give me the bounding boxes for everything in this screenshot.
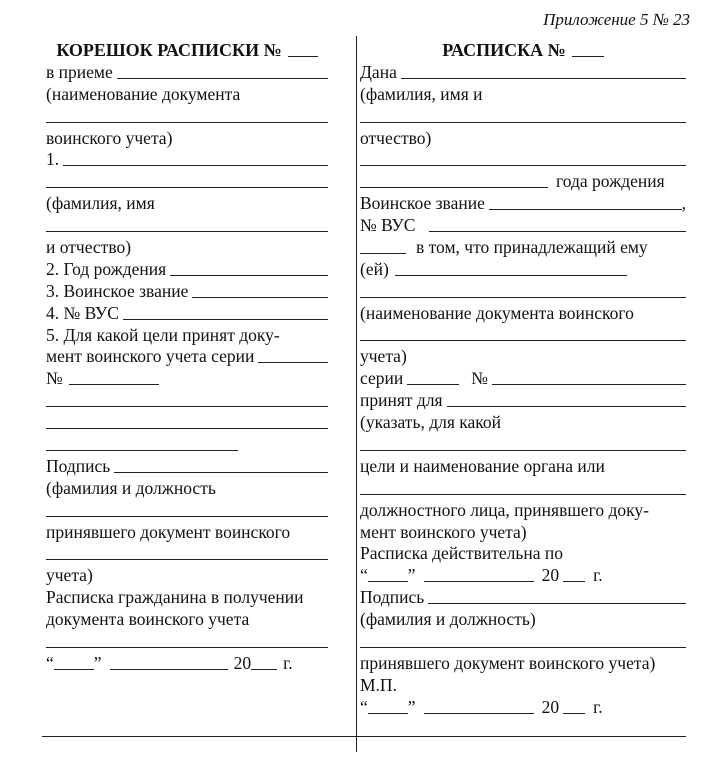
receipt-series-line: [360, 368, 686, 390]
stub-blank-line: [46, 106, 328, 128]
stub-number-blank[interactable]: [288, 56, 318, 57]
receipt-purpose-mid-line: [360, 456, 686, 478]
receipt-her-blank[interactable]: [395, 275, 627, 276]
receipt-final-day-blank[interactable]: [368, 713, 408, 714]
receipt-birth-line: [360, 171, 686, 193]
stub-year-blank[interactable]: [251, 669, 277, 670]
receipt-final-year-prefix: 20: [541, 696, 560, 717]
receipt-official-line1: [360, 500, 686, 522]
stub-blank-line: [46, 171, 328, 193]
stub-accounting-close: учета): [46, 565, 93, 586]
stub-day-blank[interactable]: [54, 669, 94, 670]
stub-number-line: [46, 368, 328, 390]
receipt-vus-line: [360, 215, 686, 237]
receipt-accounting-close-line: [360, 346, 686, 368]
receipt-quote-close: ”: [407, 565, 416, 586]
receipt-name-open: (фамилия, имя и: [360, 83, 483, 104]
receipt-title: РАСПИСКА №: [442, 39, 566, 60]
stub-year-suffix: г.: [283, 652, 293, 673]
stub-receipt-text-1: Расписка гражданина в получении: [46, 587, 304, 608]
receipt-official-line2: [360, 522, 686, 544]
stub-series-blank[interactable]: [258, 362, 328, 363]
receipt-position-blank[interactable]: [360, 647, 686, 648]
receipt-purpose-open: (указать, для какой: [360, 412, 501, 433]
receipt-blank-line: [360, 325, 686, 347]
bottom-rule: [42, 736, 686, 737]
stub-item5-text-2: мент воинского учета серии: [46, 346, 255, 367]
stub-item1-label: 1.: [46, 149, 60, 170]
stub-accepted-doc-line: [46, 522, 328, 544]
stub-received-label: в приеме: [46, 61, 113, 82]
stub-doc-number-blank[interactable]: [69, 384, 159, 385]
receipt-position: (фамилия и должность): [360, 609, 536, 630]
receipt-signature-blank[interactable]: [428, 603, 686, 604]
receipt-purpose-open-line: [360, 412, 686, 434]
stub-receipt-text-2: документа воинского учета: [46, 609, 250, 630]
stub-date-line: [46, 653, 328, 675]
stub-quote-open: “: [46, 652, 54, 673]
stub-receipt-line2: [46, 609, 328, 631]
receipt-official-text-1: должностного лица, принявшего доку-: [360, 499, 649, 520]
stub-blank-line: [46, 412, 328, 434]
stub-position-blank[interactable]: [46, 516, 328, 517]
stub-doc-name-blank[interactable]: [46, 122, 328, 123]
column-divider: [356, 36, 357, 752]
receipt-blank-line: [360, 478, 686, 500]
receipt-name-open-line: [360, 84, 686, 106]
stub-vus-blank[interactable]: [123, 319, 328, 320]
receipt-blank-line: [360, 281, 686, 303]
receipt-accepted-doc: принявшего документ воинского учета): [360, 652, 656, 673]
stub-number-sign: №: [46, 368, 63, 389]
receipt-accepted-for-blank[interactable]: [447, 406, 686, 407]
stub-doc-name-open-line: [46, 84, 328, 106]
receipt-accepted-doc-line: [360, 653, 686, 675]
stub-blank-line: [46, 543, 328, 565]
receipt-valid-label: Расписка действительна по: [360, 543, 563, 564]
receipt-final-year-blank[interactable]: [563, 713, 585, 714]
stub-item5-line2: [46, 346, 328, 368]
receipt-valid-year-blank[interactable]: [563, 581, 585, 582]
receipt-doc-name-line: [360, 303, 686, 325]
stub-blank-line: [46, 631, 328, 653]
receipt-birth-label: года рождения: [556, 171, 665, 192]
stub-accepted-blank[interactable]: [46, 559, 328, 560]
stub-name-close: и отчество): [46, 237, 132, 257]
stub-item3-line: [46, 281, 328, 303]
receipt-name-blank-2[interactable]: [360, 165, 686, 166]
receipt-valid-line: [360, 543, 686, 565]
stub-doc-name-open: (наименование документа: [46, 83, 241, 104]
stub-doc-name-close-line: [46, 128, 328, 150]
receipt-purpose-mid: цели и наименование органа или: [360, 455, 605, 476]
stub-name-open: (фамилия, имя: [46, 193, 155, 214]
receipt-official-blank[interactable]: [360, 494, 686, 495]
receipt-title-line: [360, 40, 686, 62]
stub-title-line: [46, 40, 328, 62]
stub-title: КОРЕШОК РАСПИСКИ №: [56, 39, 282, 60]
receipt-valid-day-blank[interactable]: [368, 581, 408, 582]
stub-blank-line: [46, 500, 328, 522]
receipt-position-line: [360, 609, 686, 631]
receipt-rank-line: [360, 193, 686, 215]
stub-name-open-line: [46, 193, 328, 215]
stub-blank-line: [46, 434, 328, 456]
receipt-final-quote-open: “: [360, 696, 368, 717]
stub-item4-line: [46, 303, 328, 325]
receipt-accounting-close: учета): [360, 346, 407, 367]
stub-item5-line1: [46, 325, 328, 347]
receipt-given-blank[interactable]: [401, 78, 686, 79]
stub-name-close-line: [46, 237, 328, 259]
receipt-valid-year-prefix: 20: [541, 565, 560, 586]
receipt-doc-number-blank[interactable]: [492, 384, 686, 385]
stub-item2-line: [46, 259, 328, 281]
stub-item5-text-1: 5. Для какой цели принят доку-: [46, 324, 280, 345]
receipt-official-text-2: мент воинского учета): [360, 521, 527, 542]
receipt-final-quote-close: ”: [407, 696, 416, 717]
receipt-accepted-for-label: принят для: [360, 390, 443, 411]
receipt-final-date-line: [360, 697, 686, 719]
receipt-final-month-blank[interactable]: [424, 713, 534, 714]
receipt-doc-blank-2[interactable]: [360, 340, 686, 341]
receipt-rank-blank[interactable]: [489, 209, 682, 210]
stub-item1-blank[interactable]: [63, 165, 328, 166]
stub-doc-name-close: воинского учета): [46, 127, 173, 148]
receipt-quote-open: “: [360, 565, 368, 586]
receipt-belonging-text: в том, что принадлежащий ему: [416, 237, 648, 257]
receipt-belonging-line: [360, 237, 686, 259]
receipt-name-close: отчество): [360, 127, 432, 148]
receipt-doc-blank[interactable]: [360, 297, 686, 298]
receipt-signature-label: Подпись: [360, 587, 425, 608]
receipt-given-label: Дана: [360, 61, 397, 82]
stub-item4-label: 4. № ВУС: [46, 302, 119, 323]
stub-purpose-blank-1[interactable]: [46, 406, 328, 407]
receipt-signature-line: [360, 587, 686, 609]
appendix-label: Приложение 5 № 23: [543, 10, 690, 29]
stub-year-prefix: 20: [233, 652, 252, 673]
receipt-purpose-blank[interactable]: [360, 450, 686, 451]
stub-signature-line: [46, 456, 328, 478]
receipt-accepted-for-line: [360, 390, 686, 412]
receipt-stamp: М.П.: [360, 674, 397, 695]
receipt-vus-blank[interactable]: [429, 231, 686, 232]
receipt-vus-label: № ВУС: [360, 215, 416, 236]
receipt-column: [360, 40, 686, 719]
receipt-blank-line: [360, 631, 686, 653]
receipt-name-blank[interactable]: [360, 122, 686, 123]
stub-receipt-blank[interactable]: [46, 647, 328, 648]
stub-signature-blank[interactable]: [114, 472, 328, 473]
receipt-valid-year-suffix: г.: [593, 565, 603, 586]
stub-birth-year-blank[interactable]: [170, 275, 328, 276]
receipt-blank-line: [360, 434, 686, 456]
receipt-number-blank[interactable]: [572, 56, 604, 57]
receipt-series-blank[interactable]: [407, 384, 459, 385]
receipt-blank-line: [360, 149, 686, 171]
stub-signature-label: Подпись: [46, 455, 111, 476]
stub-position-open-line: [46, 478, 328, 500]
receipt-blank-line: [360, 106, 686, 128]
receipt-birth-year-blank[interactable]: [360, 187, 548, 188]
receipt-valid-month-blank[interactable]: [424, 581, 534, 582]
receipt-stamp-line: [360, 675, 686, 697]
stub-item3-label: 3. Воинское звание: [46, 280, 189, 301]
stub-accounting-close-line: [46, 565, 328, 587]
stub-rank-blank[interactable]: [192, 297, 328, 298]
receipt-name-close-line: [360, 128, 686, 150]
receipt-vus-blank-2[interactable]: [360, 253, 406, 254]
stub-purpose-blank-3[interactable]: [46, 450, 238, 451]
stub-month-blank[interactable]: [110, 669, 228, 670]
receipt-valid-date-line: [360, 565, 686, 587]
stub-name-blank[interactable]: [46, 187, 328, 188]
receipt-given-line: [360, 62, 686, 84]
stub-position-open: (фамилия и должность: [46, 477, 216, 498]
stub-blank-line: [46, 215, 328, 237]
stub-received-line: [46, 62, 328, 84]
stub-quote-close: ”: [93, 652, 102, 673]
receipt-her-line: [360, 259, 686, 281]
stub-received-blank[interactable]: [117, 78, 328, 79]
stub-purpose-blank-2[interactable]: [46, 428, 328, 429]
stub-item2-label: 2. Год рождения: [46, 258, 167, 279]
receipt-doc-name: (наименование документа воинского: [360, 302, 634, 323]
receipt-rank-comma: ,: [681, 193, 686, 214]
receipt-her-text: (ей): [360, 258, 389, 279]
receipt-number-sign: №: [471, 368, 488, 389]
receipt-final-year-suffix: г.: [593, 696, 603, 717]
stub-column: [46, 40, 328, 675]
stub-receipt-line1: [46, 587, 328, 609]
stub-blank-line: [46, 390, 328, 412]
receipt-rank-label: Воинское звание: [360, 193, 485, 214]
stub-name-blank-2[interactable]: [46, 231, 328, 232]
receipt-series-label: серии: [360, 368, 404, 389]
stub-accepted-doc: принявшего документ воинского: [46, 521, 291, 542]
stub-item1-line: [46, 149, 328, 171]
